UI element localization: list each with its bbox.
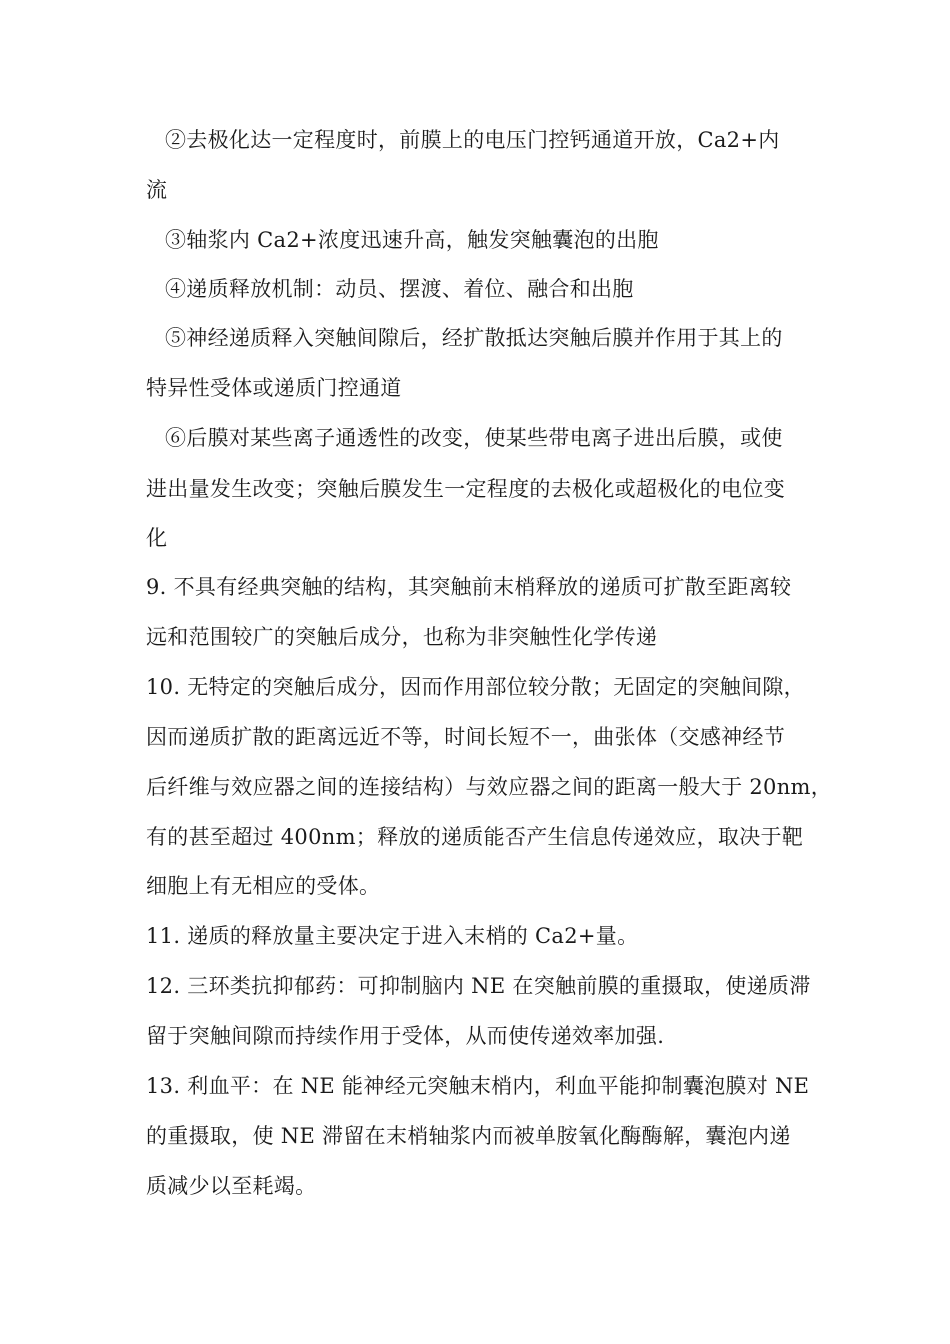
paragraph-line: 10. 无特定的突触后成分，因而作用部位较分散；无固定的突触间隙， — [146, 675, 805, 699]
paragraph-line: ⑤神经递质释入突触间隙后，经扩散抵达突触后膜并作用于其上的 — [165, 326, 783, 350]
paragraph-line: 细胞上有无相应的受体。 — [146, 874, 381, 898]
paragraph-line: ③轴浆内 Ca2+浓度迅速升高，触发突触囊泡的出胞 — [165, 228, 659, 252]
paragraph-line: 远和范围较广的突触后成分，也称为非突触性化学传递 — [146, 625, 658, 649]
paragraph-line: 有的甚至超过 400nm；释放的递质能否产生信息传递效应，取决于靶 — [146, 825, 804, 849]
paragraph-line: 因而递质扩散的距离远近不等，时间长短不一，曲张体（交感神经节 — [146, 725, 785, 749]
paragraph-line: ⑥后膜对某些离子通透性的改变，使某些带电离子进出后膜，或使 — [165, 426, 783, 450]
paragraph-line: 进出量发生改变；突触后膜发生一定程度的去极化或超极化的电位变 — [146, 477, 785, 501]
paragraph-line: 的重摄取，使 NE 滞留在末梢轴浆内而被单胺氧化酶酶解，囊泡内递 — [146, 1124, 791, 1148]
paragraph-line: 9. 不具有经典突触的结构，其突触前末梢释放的递质可扩散至距离较 — [146, 575, 792, 599]
paragraph-line: 化 — [146, 526, 168, 550]
paragraph-line: ④递质释放机制：动员、摆渡、着位、融合和出胞 — [165, 277, 634, 301]
paragraph-line: 特异性受体或递质门控通道 — [146, 376, 402, 400]
paragraph-line: 11. 递质的释放量主要决定于进入末梢的 Ca2+量。 — [146, 924, 639, 948]
paragraph-line: 质减少以至耗竭。 — [146, 1174, 317, 1198]
paragraph-line: 留于突触间隙而持续作用于受体，从而使传递效率加强. — [146, 1024, 665, 1048]
paragraph-line: ②去极化达一定程度时，前膜上的电压门控钙通道开放，Ca2+内 — [165, 128, 780, 152]
paragraph-line: 12. 三环类抗抑郁药：可抑制脑内 NE 在突触前膜的重摄取，使递质滞 — [146, 974, 811, 998]
paragraph-line: 流 — [146, 178, 168, 202]
paragraph-line: 后纤维与效应器之间的连接结构）与效应器之间的距离一般大于 20nm， — [146, 775, 833, 799]
paragraph-line: 13. 利血平：在 NE 能神经元突触末梢内，利血平能抑制囊泡膜对 NE — [146, 1074, 810, 1098]
